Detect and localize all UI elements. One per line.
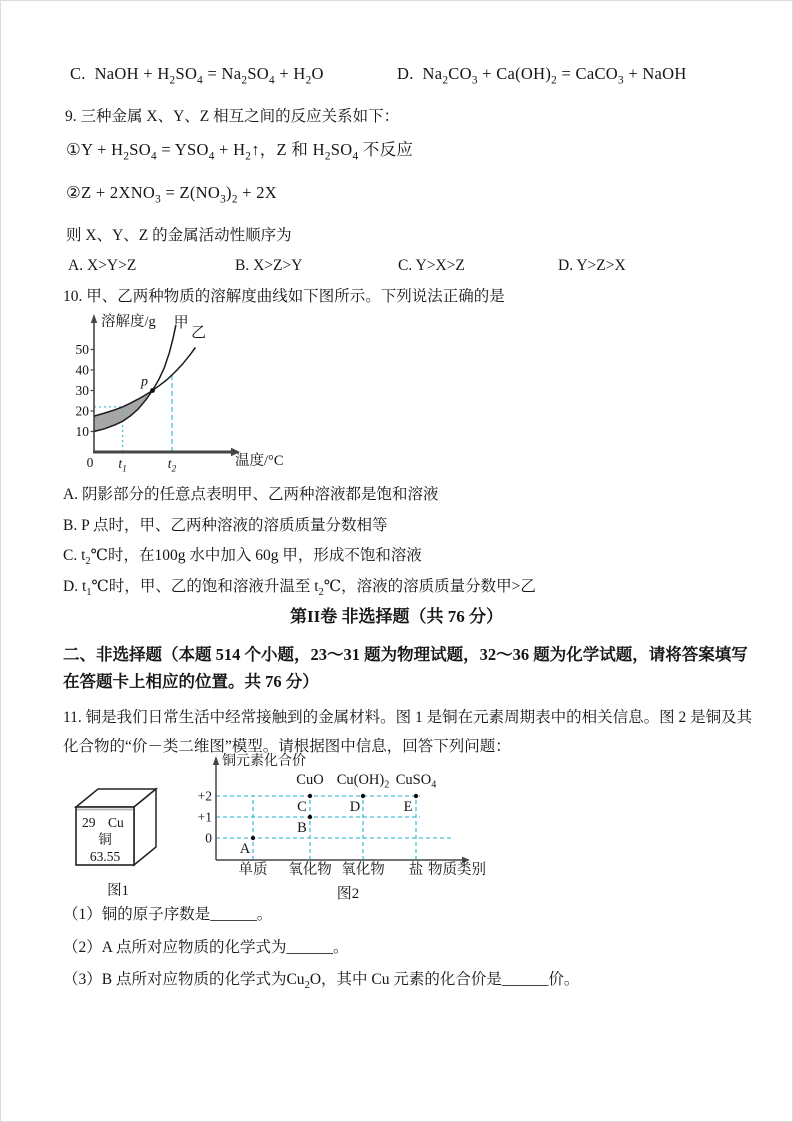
data-point-B: [308, 815, 312, 819]
y-tick-label: 20: [75, 403, 89, 419]
data-point-D: [361, 794, 365, 798]
valence-tick-label: +2: [197, 788, 212, 804]
q9-equation-2: ②Z + $2XNO_3 = Z(NO_3)_2 + 2X$: [66, 183, 277, 206]
point-label-D: D: [349, 799, 361, 815]
option-c-equation: NaOH + $H_2SO_4 = Na_2SO_4 + H_2O$: [94, 64, 324, 87]
x-tick-label: $t_1$: [118, 456, 127, 475]
q11-sub3: （3）B 点所对应物质的化学式为$Cu_2O$，其中 Cu 元素的化合价是______价。: [63, 971, 580, 992]
q10-stem: 10. 甲、乙两种物质的溶解度曲线如下图所示。下列说法正确的是: [63, 288, 505, 305]
formula-E: CuSO$_4$: [395, 772, 437, 791]
q9-equation-1: ①Y + $H_2SO_4 = YSO_4$ + $H_2↑$，Z 和 $H_2SO_4$ 不反应: [66, 140, 414, 163]
x-axis-title: 物质类别: [428, 862, 486, 878]
solubility-curve-chart: [75, 310, 328, 480]
x-tick-label: 0: [86, 455, 94, 470]
point-label-C: C: [297, 799, 307, 815]
q9-option-c: C. Y>X>Z: [398, 257, 465, 274]
q11-sub2: （2）A 点所对应物质的化学式为______。: [63, 939, 349, 956]
prev-question-option-d: [397, 64, 687, 85]
y-tick-label: 30: [75, 383, 89, 398]
y-tick-label: 40: [75, 362, 89, 378]
section2-instruction: 二、非选择题（本题 514 个小题，23～31 题为物理试题，32～36 题为化学试题，请将答案填写在答题卡上相应的位置。共 76 分）: [63, 645, 748, 691]
q11-stem: 11. 铜是我们日常生活中经常接触到的金属材料。图 1 是铜在元素周期表中的相关信息。图 2 是铜及其化合物的“价－类二维图”模型。请根据图中信息，回答下列问题：: [63, 709, 753, 755]
prev-question-option-c: [70, 64, 324, 85]
q11-sub1: （1）铜的原子序数是______。: [63, 906, 273, 923]
q9-option-b: B. X>Z>Y: [235, 257, 303, 274]
element-mass: 63.55: [89, 849, 121, 864]
data-point-A: [251, 836, 255, 840]
figure2-caption: 图2: [336, 886, 360, 902]
x-tick-label: $t_2$: [167, 456, 177, 475]
option-c-label: C.: [70, 64, 86, 83]
intersection-point: [150, 388, 155, 393]
valence-tick-label: 0: [205, 830, 212, 846]
figure2-valence-category-chart: [198, 750, 520, 910]
y-tick-label: 10: [75, 424, 89, 439]
q9-stem-2: 则 X、Y、Z 的金属活动性顺序为: [66, 227, 292, 244]
part2-title: 第II卷 非选择题（共 76 分）: [290, 607, 503, 626]
point-label-E: E: [403, 799, 413, 815]
element-name: 铜: [98, 832, 112, 847]
figure1-element-cell: [68, 787, 198, 902]
data-point-E: [414, 794, 418, 798]
data-point-C: [308, 794, 312, 798]
figure1-caption: 图1: [107, 883, 129, 899]
element-atomic-number: 29: [82, 815, 96, 830]
valence-tick-label: +1: [197, 809, 212, 825]
option-d-equation: $Na_2CO_3 + Ca(OH)_2$ = CaCO$_3$ + NaOH: [422, 64, 687, 87]
q10-option-c: C. $t_2℃$时，在100g 水中加入 60g 甲，形成不饱和溶液: [63, 547, 422, 568]
q9-option-a: A. X>Y>Z: [68, 257, 137, 274]
element-symbol: Cu: [108, 815, 124, 830]
q10-option-b: B. P 点时，甲、乙两种溶液的溶质质量分数相等: [63, 517, 388, 534]
category-label: 氧化物: [288, 862, 332, 878]
formula-D: $Cu(OH)_2$: [336, 772, 390, 791]
q10-option-d: D. $t_1℃$时，甲、乙的饱和溶液升温至 $t_2℃$，溶液的溶质质量分数甲>乙: [63, 578, 536, 599]
y-axis-title: 溶解度/g: [101, 314, 156, 330]
q9-option-d: D. Y>Z>X: [558, 257, 626, 274]
curve-label: 乙: [191, 325, 207, 342]
q10-option-a: A. 阴影部分的任意点表明甲、乙两种溶液都是饱和溶液: [63, 486, 439, 503]
category-label: 盐: [408, 862, 424, 878]
category-label: 单质: [238, 862, 268, 878]
chart2-title: 铜元素化合价: [222, 754, 306, 769]
option-d-label: D.: [397, 64, 414, 83]
y-axis-arrow: [213, 756, 219, 765]
formula-C: CuO: [296, 772, 324, 788]
curve-label: 甲: [173, 314, 189, 331]
point-label-B: B: [297, 820, 307, 836]
x-axis-title: 温度/°C: [235, 453, 284, 469]
intersection-label: p: [141, 374, 148, 390]
y-axis-arrow: [91, 314, 97, 323]
q9-stem: 9. 三种金属 X、Y、Z 相互之间的反应关系如下：: [65, 108, 400, 125]
y-tick-label: 50: [75, 342, 89, 357]
point-label-A: A: [239, 841, 251, 857]
category-label: 氧化物: [341, 862, 385, 878]
